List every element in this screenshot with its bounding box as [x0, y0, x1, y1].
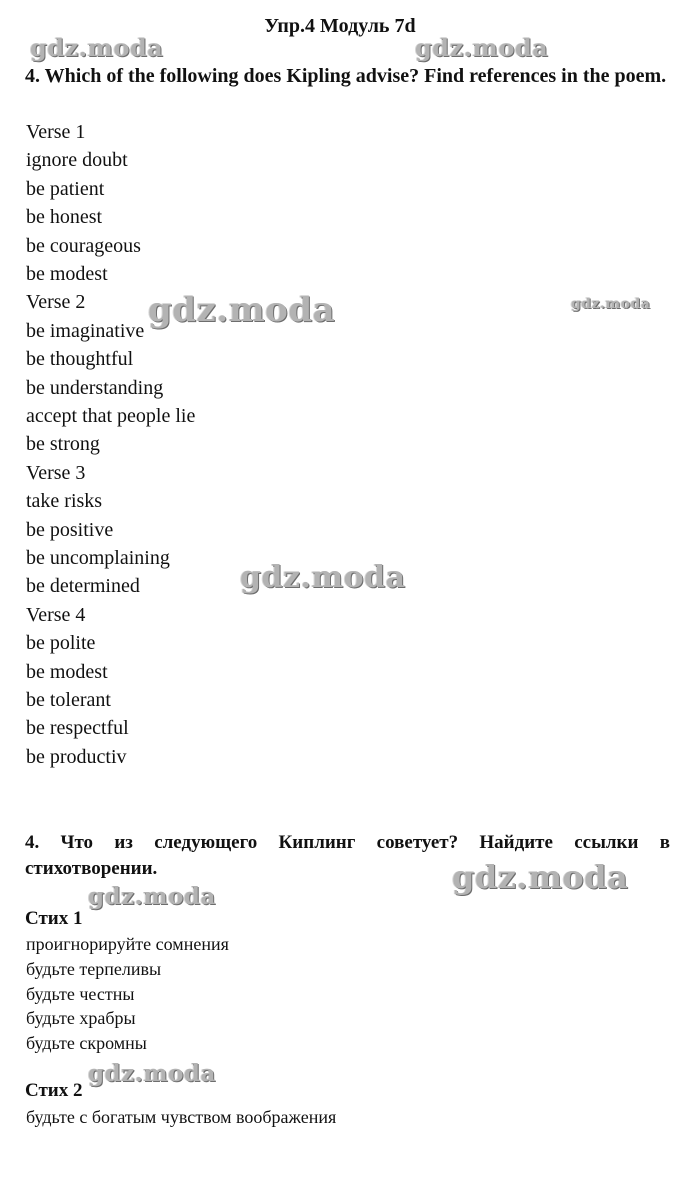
list-item: accept that people lie: [26, 405, 196, 427]
list-item: be imaginative: [26, 320, 145, 342]
list-item: be determined: [26, 575, 140, 597]
list-item: ignore doubt: [26, 149, 128, 171]
list-item: be thoughtful: [26, 348, 134, 370]
list-item: будьте скромны: [26, 1033, 147, 1053]
watermark: gdz.moda: [240, 560, 406, 595]
list-item: be respectful: [26, 717, 129, 739]
list-item: проигнорируйте сомнения: [26, 934, 229, 954]
watermark: gdz.moda: [88, 883, 216, 910]
list-item: будьте честны: [26, 984, 135, 1004]
watermark: gdz.moda: [571, 296, 651, 312]
list-item: будьте с богатым чувством воображения: [26, 1107, 337, 1127]
list-item: take risks: [26, 490, 103, 512]
list-item: be uncomplaining: [26, 547, 170, 569]
list-item: be positive: [26, 519, 114, 541]
list-item: be tolerant: [26, 689, 111, 711]
list-item: будьте терпеливы: [26, 959, 162, 979]
verse-heading: Verse 2: [26, 291, 86, 313]
list-item: be productiv: [26, 746, 127, 768]
watermark: gdz.moda: [30, 33, 164, 62]
verse-heading: Verse 4: [26, 604, 86, 626]
list-item: be patient: [26, 178, 105, 200]
english-question: 4. Which of the following does Kipling advise? Find references in the poem.: [25, 65, 667, 87]
list-item: be strong: [26, 433, 100, 455]
page-title: Упр.4 Модуль 7d: [264, 15, 416, 37]
list-item: be modest: [26, 263, 108, 285]
watermark: gdz.moda: [148, 290, 336, 330]
watermark: gdz.moda: [88, 1060, 216, 1087]
list-item: be polite: [26, 632, 96, 654]
watermark: gdz.moda: [415, 33, 549, 62]
list-item: be understanding: [26, 377, 164, 399]
verse-heading: Стих 2: [25, 1080, 83, 1101]
verse-heading: Verse 1: [26, 121, 86, 143]
list-item: be courageous: [26, 235, 141, 257]
list-item: be modest: [26, 661, 108, 683]
watermark: gdz.moda: [452, 858, 629, 896]
list-item: be honest: [26, 206, 103, 228]
russian-question: 4. Что из следующего Киплинг советует? Найдите ссылки в стихотворении.: [25, 832, 670, 879]
list-item: будьте храбры: [26, 1008, 136, 1028]
verse-heading: Стих 1: [25, 908, 83, 929]
verse-heading: Verse 3: [26, 462, 86, 484]
